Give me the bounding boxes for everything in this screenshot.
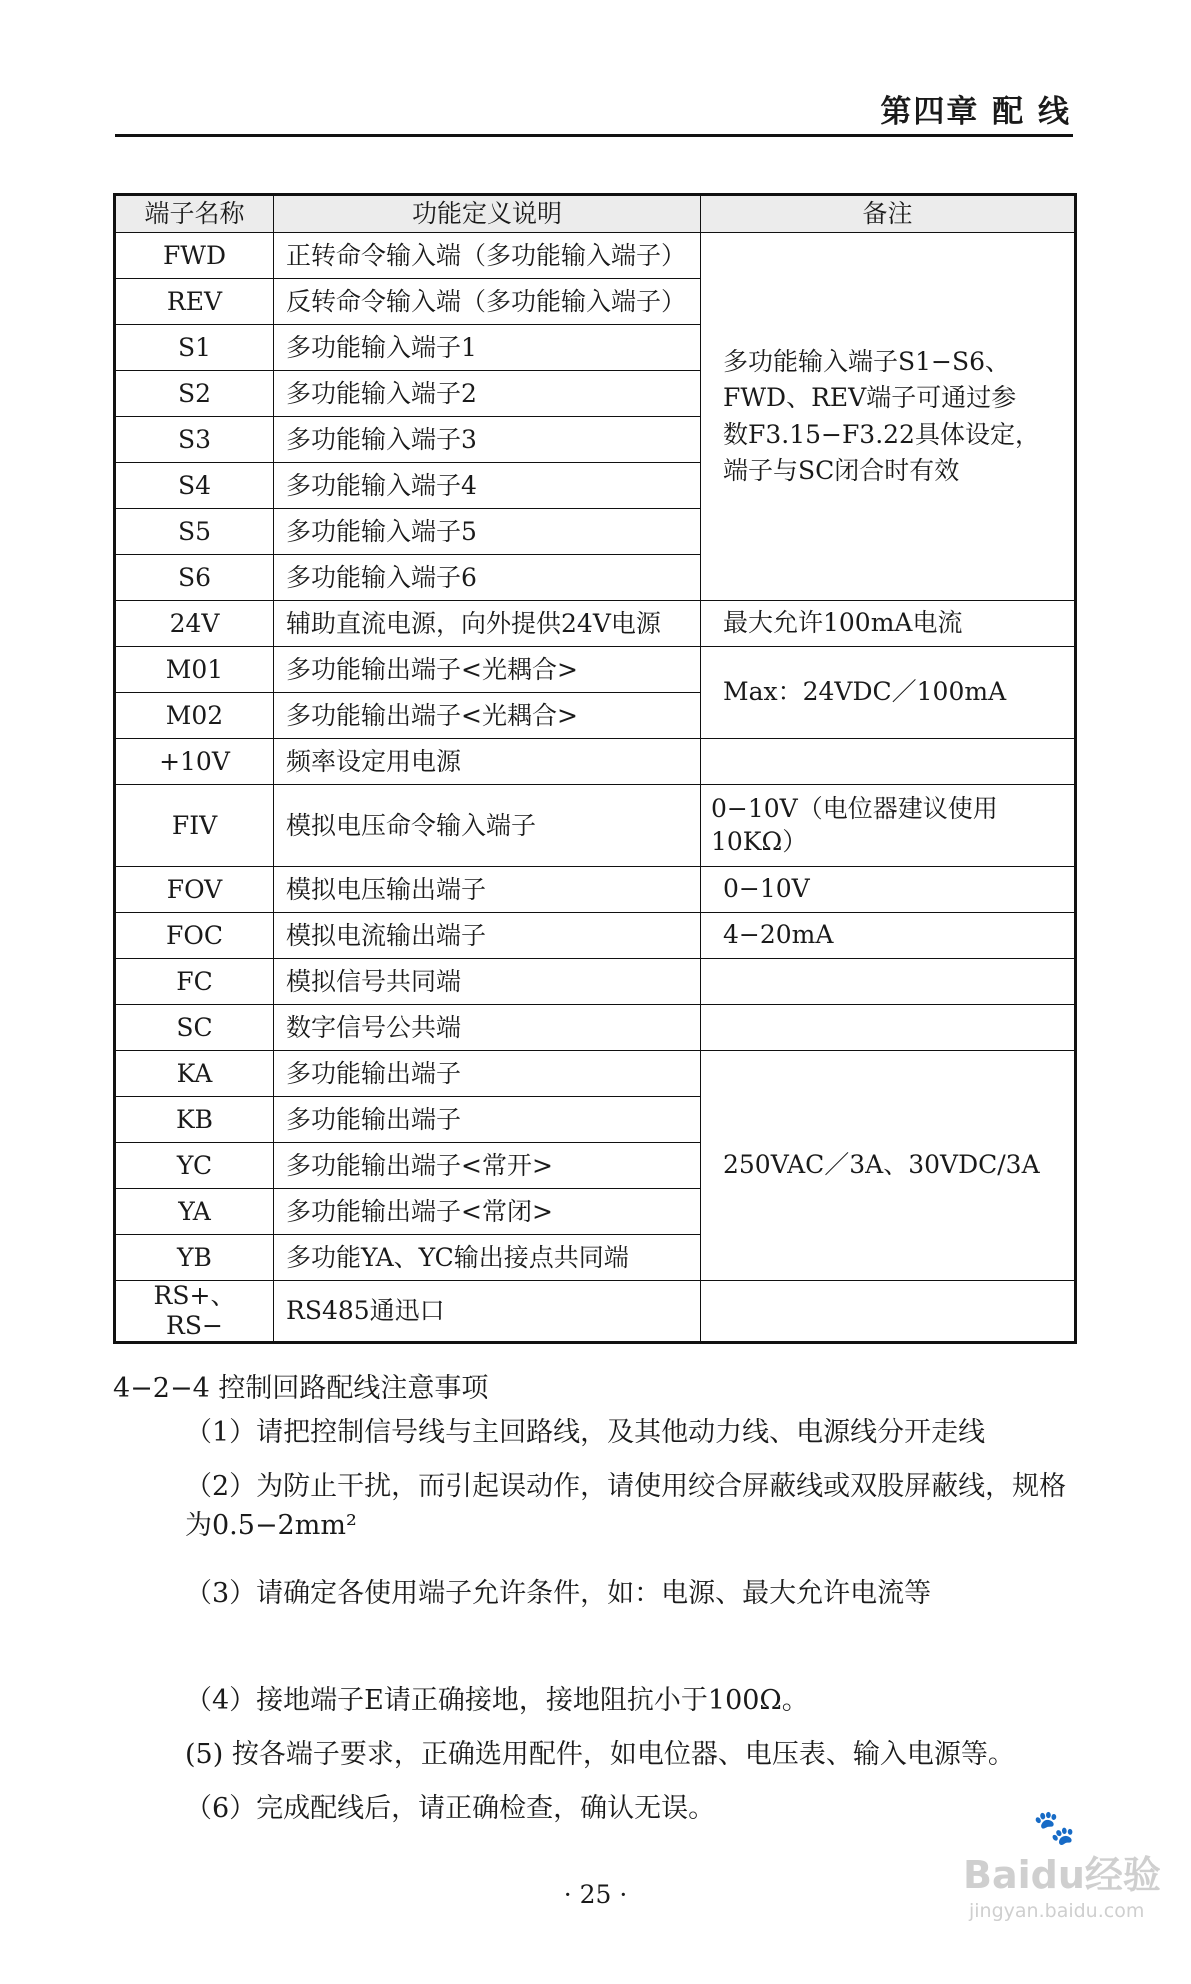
header-remarks: 备注 (701, 195, 1076, 233)
terminal-function: 多功能输入端子4 (274, 463, 701, 509)
terminal-name: 24V (115, 601, 274, 647)
note-fov: 0−10V (701, 867, 1076, 913)
terminal-function: 多功能输出端子 (274, 1051, 701, 1097)
terminal-name: S6 (115, 555, 274, 601)
note-empty (701, 1005, 1076, 1051)
terminal-table (113, 193, 1077, 1344)
paw-icon: 🐾 (1033, 1808, 1076, 1848)
terminal-name: FIV (115, 785, 274, 867)
terminal-function: 频率设定用电源 (274, 739, 701, 785)
terminal-function: 多功能输出端子 (274, 1097, 701, 1143)
note-empty (701, 739, 1076, 785)
note-inputs (701, 233, 1076, 601)
terminal-name: +10V (115, 739, 274, 785)
terminal-function: 多功能输入端子3 (274, 417, 701, 463)
section-heading: 4−2−4 控制回路配线注意事项 (113, 1373, 489, 1404)
terminal-function: 反转命令输入端（多功能输入端子） (274, 279, 701, 325)
paragraph-4 (113, 1681, 1088, 1720)
terminal-name: REV (115, 279, 274, 325)
terminal-function: 模拟信号共同端 (274, 959, 701, 1005)
paragraph-text: （6）完成配线后，请正确检查，确认无误。 (185, 1793, 716, 1824)
watermark-url: jingyan.baidu.com (969, 1900, 1145, 1922)
table-row (115, 233, 1076, 279)
table-row (115, 1281, 1076, 1343)
terminal-function: 辅助直流电源，向外提供24V电源 (274, 601, 701, 647)
terminal-function: 数字信号公共端 (274, 1005, 701, 1051)
paragraph-text: (5) 按各端子要求，正确选用配件，如电位器、电压表、输入电源等。 (185, 1739, 1015, 1770)
terminal-name: S4 (115, 463, 274, 509)
watermark (963, 1808, 1173, 1948)
terminal-name: YA (115, 1189, 274, 1235)
table-row (115, 867, 1076, 913)
paragraph-text: （3）请确定各使用端子允许条件，如：电源、最大允许电流等 (185, 1578, 932, 1609)
chapter-title: 第四章 配 线 (880, 94, 1071, 130)
terminal-name: M02 (115, 693, 274, 739)
terminal-name: KA (115, 1051, 274, 1097)
terminal-function: 多功能输出端子<常闭> (274, 1189, 701, 1235)
terminal-name: S3 (115, 417, 274, 463)
terminal-function: 多功能YA、YC输出接点共同端 (274, 1235, 701, 1281)
paragraph-1 (113, 1413, 1088, 1452)
paragraph-text: （2）为防止干扰，而引起误动作，请使用绞合屏蔽线或双股屏蔽线，规格为0.5−2mm² (185, 1471, 1067, 1542)
terminal-name: SC (115, 1005, 274, 1051)
terminal-name: FC (115, 959, 274, 1005)
terminal-function: 正转命令输入端（多功能输入端子） (274, 233, 701, 279)
terminal-function: 多功能输出端子<常开> (274, 1143, 701, 1189)
page-number: · 25 · (563, 1880, 628, 1909)
note-line: 端子与SC闭合时有效 (723, 455, 960, 485)
table-row (115, 785, 1076, 867)
table-row (115, 1051, 1076, 1097)
terminal-name: FOC (115, 913, 274, 959)
note-fiv (701, 785, 1076, 867)
terminal-function: 模拟电压输出端子 (274, 867, 701, 913)
terminal-name: FOV (115, 867, 274, 913)
note-line: 数F3.15−F3.22具体设定， (723, 419, 1040, 449)
terminal-name: RS+、RS− (115, 1281, 274, 1343)
note-relay: 250VAC／3A、30VDC/3A (701, 1051, 1076, 1281)
terminal-name: YC (115, 1143, 274, 1189)
paragraph-text: （4）接地端子E请正确接地，接地阻抗小于100Ω。 (185, 1685, 809, 1716)
header-function: 功能定义说明 (274, 195, 701, 233)
terminal-function: 多功能输入端子2 (274, 371, 701, 417)
terminal-function: RS485通迅口 (274, 1281, 701, 1343)
note-line: 0−10V（电位器建议使用 (711, 794, 998, 823)
note-line: 10KΩ） (711, 826, 808, 856)
note-mo: Max：24VDC／100mA (701, 647, 1076, 739)
terminal-name: M01 (115, 647, 274, 693)
note-empty (701, 959, 1076, 1005)
terminal-function: 多功能输入端子5 (274, 509, 701, 555)
note-foc: 4−20mA (701, 913, 1076, 959)
terminal-function: 多功能输出端子<光耦合> (274, 647, 701, 693)
terminal-name: S1 (115, 325, 274, 371)
terminal-function: 多功能输出端子<光耦合> (274, 693, 701, 739)
paragraph-text: （1）请把控制信号线与主回路线，及其他动力线、电源线分开走线 (185, 1417, 986, 1448)
watermark-logo: Baidu经验 (963, 1853, 1161, 1897)
terminal-name: S5 (115, 509, 274, 555)
terminal-function: 模拟电流输出端子 (274, 913, 701, 959)
header-rule (115, 134, 1073, 137)
paragraph-5 (113, 1735, 1088, 1774)
terminal-name: YB (115, 1235, 274, 1281)
note-line: 多功能输入端子S1−S6、 (723, 347, 1011, 376)
terminal-name: S2 (115, 371, 274, 417)
table-row (115, 959, 1076, 1005)
table-row (115, 913, 1076, 959)
paragraph-3 (113, 1574, 1088, 1613)
table-row (115, 647, 1076, 693)
terminal-name: FWD (115, 233, 274, 279)
paragraph-2 (113, 1467, 1088, 1545)
note-empty (701, 1281, 1076, 1343)
terminal-function: 多功能输入端子6 (274, 555, 701, 601)
table-row (115, 601, 1076, 647)
note-line: FWD、REV端子可通过参 (723, 383, 1017, 413)
terminal-function: 多功能输入端子1 (274, 325, 701, 371)
table-header-row (115, 195, 1076, 233)
terminal-function: 模拟电压命令输入端子 (274, 785, 701, 867)
table-row (115, 739, 1076, 785)
note-24v: 最大允许100mA电流 (701, 601, 1076, 647)
paragraph-6 (113, 1789, 1088, 1828)
terminal-name: KB (115, 1097, 274, 1143)
table-row (115, 1005, 1076, 1051)
header-terminal-name: 端子名称 (115, 195, 274, 233)
